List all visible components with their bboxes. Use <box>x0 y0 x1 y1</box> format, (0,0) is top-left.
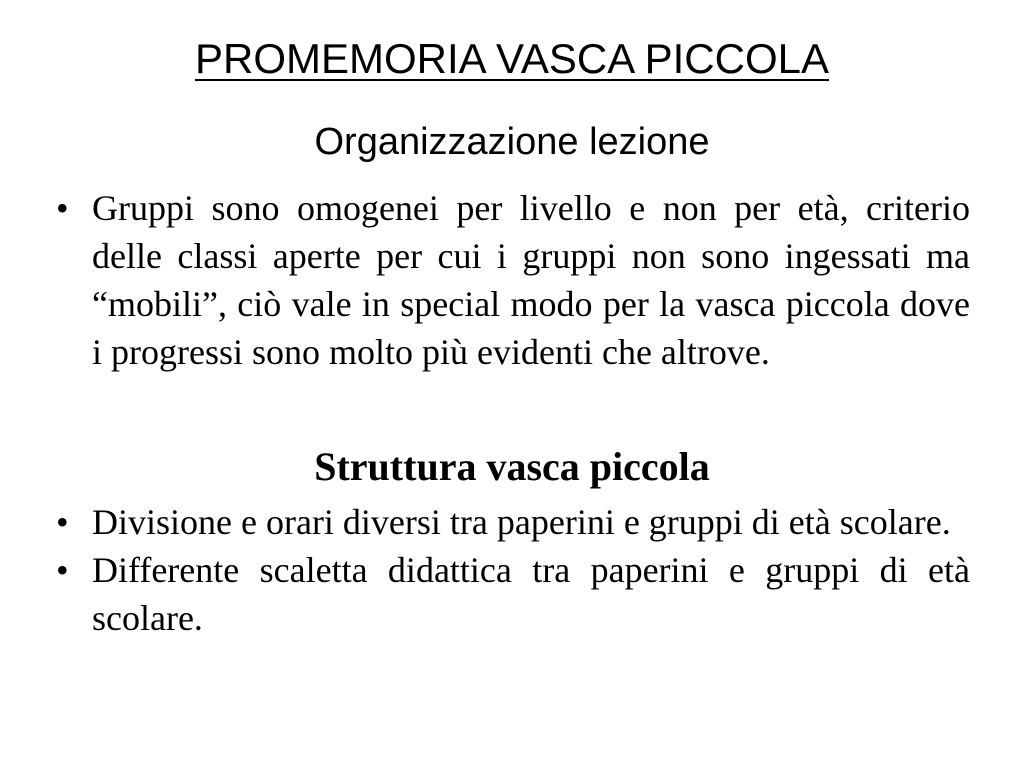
slide-title-text: PROMEMORIA VASCA PICCOLA <box>194 35 830 82</box>
bullet-icon: • <box>56 550 69 590</box>
slide-subtitle: Organizzazione lezione <box>314 121 710 163</box>
bullet-list-organizzazione <box>50 184 970 376</box>
bullet-text: Divisione e orari diversi tra paperini e gruppi di età scolare. <box>92 502 951 542</box>
bullet-item <box>50 184 970 376</box>
bullet-item <box>50 498 970 546</box>
bullet-list-struttura <box>50 498 970 642</box>
bullet-text: Differente scaletta didattica tra paperini e gruppi di età scolare. <box>92 550 970 638</box>
bullet-text: Gruppi sono omogenei per livello e non per età, criterio delle classi aperte per cui i gruppi non sono ingessati ma “mobili”, ciò vale in special modo per la vasca piccola dove i progressi sono molto più evidenti che altrove. <box>92 188 970 372</box>
section-heading: Struttura vasca piccola <box>314 444 710 489</box>
bullet-icon: • <box>56 188 69 228</box>
bullet-item <box>50 546 970 642</box>
slide-title <box>0 30 1024 88</box>
bullet-icon: • <box>56 502 69 542</box>
